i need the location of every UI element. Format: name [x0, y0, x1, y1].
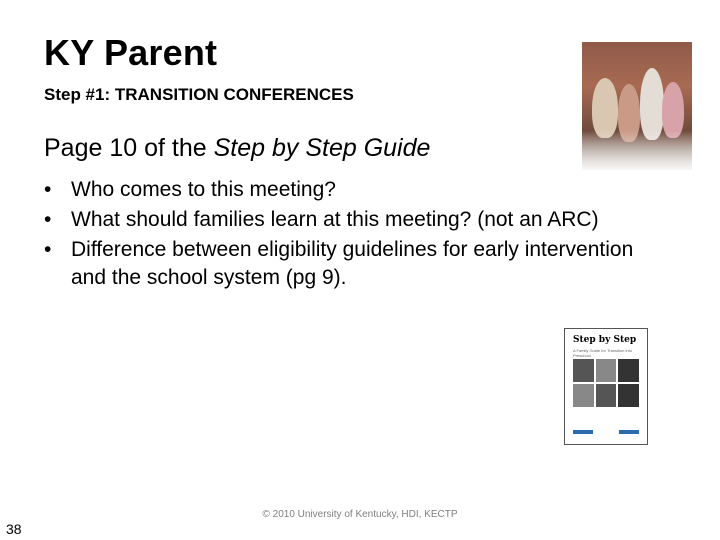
slide-subtitle: Step #1: TRANSITION CONFERENCES — [44, 85, 354, 104]
bullet-text: What should families learn at this meeting? (not an ARC) — [71, 208, 599, 231]
heading-guide-title: Step by Step Guide — [213, 134, 431, 162]
cover-logos — [573, 430, 639, 436]
cover-photo-grid — [573, 359, 639, 407]
guide-cover-thumbnail — [564, 328, 648, 445]
slide-title: KY Parent — [44, 32, 218, 73]
bullet-icon: • — [44, 238, 52, 261]
cover-subtitle: A Family Guide for Transition into Preschool — [573, 348, 632, 358]
bullet-icon: • — [44, 178, 52, 201]
bullet-item — [44, 206, 664, 234]
slide-number: 38 — [6, 521, 22, 537]
section-heading — [44, 134, 430, 163]
bullet-item — [44, 176, 664, 204]
bullet-icon: • — [44, 208, 52, 231]
bullet-text: Difference between eligibility guidelines for early intervention and the school system (pg 9). — [71, 238, 634, 289]
cover-title: Step by Step — [573, 335, 637, 345]
heading-text: Page 10 of the — [44, 134, 214, 162]
family-photo — [582, 42, 692, 170]
bullet-item — [44, 236, 664, 292]
bullet-list — [44, 176, 664, 294]
footer-copyright: © 2010 University of Kentucky, HDI, KECTP — [262, 509, 458, 520]
bullet-text: Who comes to this meeting? — [71, 178, 336, 201]
